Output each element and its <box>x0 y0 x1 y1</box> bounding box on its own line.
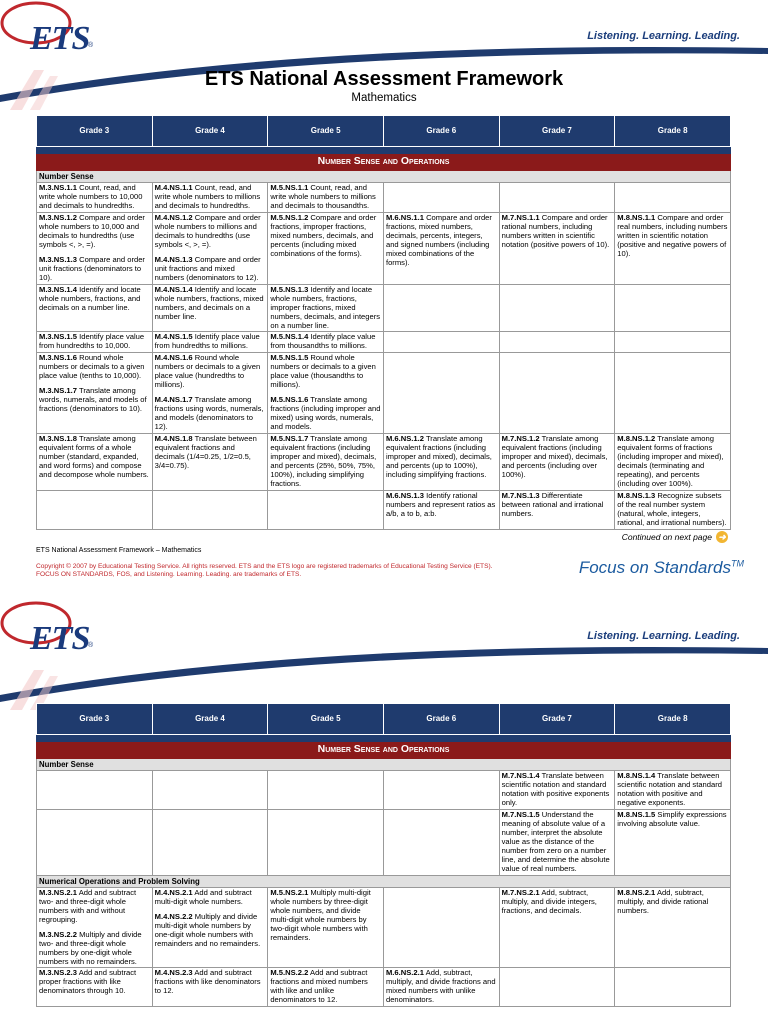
standard-cell <box>152 213 268 285</box>
ets-registered-mark: ® <box>88 642 94 649</box>
standard-cell <box>383 183 499 213</box>
standard-code: M.3.NS.1.5 <box>39 332 77 342</box>
standard-text: Count, read, and write whole numbers to millions and decimals to hundredths. <box>154 183 261 211</box>
tagline: Listening. Learning. Leading. <box>587 630 740 642</box>
standard-item <box>617 772 728 808</box>
standard-item <box>155 435 266 471</box>
standard-code: M.4.NS.1.5 <box>154 332 193 342</box>
standard-code: M.8.NS.1.4 <box>617 771 656 781</box>
standard-text: Count, read, and write whole numbers to millions and decimals to thousandths. <box>270 183 376 211</box>
copyright-line: Copyright © 2007 by Educational Testing Service. All rights reserved. ETS and the ETS logo are registered trademarks of Educational Testing Service (ETS). <box>36 563 493 570</box>
standard-code: M.7.NS.1.2 <box>501 434 540 444</box>
standard-text: Translate between equivalent fractions and decimals (1/4=0.25, 1/2=0.5, 3/4=0.75). <box>154 434 257 470</box>
grade-header: Grade 3 <box>37 116 153 147</box>
standard-cell <box>615 968 731 1007</box>
standard-cell <box>37 810 153 876</box>
standard-text: Translate among equivalent forms of a whole number (standard, expanded, and word forms) and compose and decompose whole numbers. <box>39 434 149 479</box>
standard-text: Translate among words, numerals, and models of fractions (denominators to 10). <box>39 386 147 414</box>
standard-code: M.8.NS.2.1 <box>617 887 656 897</box>
standard-text: Identify place value from hundredths to 10,000. <box>39 332 145 351</box>
standard-code: M.8.NS.1.3 <box>617 490 656 500</box>
standard-code: M.3.NS.2.1 <box>39 887 77 897</box>
standard-text: Identify and locate whole numbers, fractions, improper fractions, mixed numbers, decimals, and integers on a number line. <box>270 284 381 330</box>
standard-item <box>39 354 150 381</box>
standard-item <box>386 214 497 268</box>
standard-cell <box>152 353 268 434</box>
standard-cell <box>615 332 731 353</box>
standard-cell <box>152 771 268 810</box>
header-gap <box>37 735 731 742</box>
standard-item <box>155 354 266 390</box>
standard-code: M.3.NS.1.8 <box>39 434 77 444</box>
standard-text: Compare and order rational numbers, including numbers written in scientific notation (positive powers of 10). <box>501 213 610 249</box>
standard-code: M.4.NS.1.7 <box>154 395 193 405</box>
standard-cell <box>383 434 499 491</box>
standard-cell <box>383 887 499 968</box>
table-row <box>37 353 731 434</box>
standard-cell <box>37 183 153 213</box>
table-row <box>37 887 731 968</box>
standard-cell <box>499 490 615 529</box>
standard-item <box>155 333 266 351</box>
standard-code: M.4.NS.2.2 <box>154 911 193 921</box>
standard-code: M.7.NS.2.1 <box>501 887 540 897</box>
standard-text: Translate between scientific notation and standard notation with positive exponents only. <box>501 771 610 808</box>
standard-text: Recognize subsets of the real number system (natural, whole, integers, rational, and irrational numbers). <box>617 490 727 527</box>
standard-text: Count, read, and write whole numbers to 10,000 and decimals to hundredths. <box>39 183 143 211</box>
standard-cell <box>152 284 268 332</box>
page-title: ETS National Assessment Framework <box>204 68 564 90</box>
standard-code: M.4.NS.1.2 <box>154 213 193 223</box>
standard-text: Round whole numbers or decimals to a given place value (tenths to 10,000). <box>39 353 145 381</box>
standard-text: Add and subtract proper fractions with like denominators through 10. <box>39 968 137 996</box>
standard-text: Translate among equivalent fractions (including improper and mixed), decimals, and percents (up to 100%), including simplifying fractions. <box>385 434 492 479</box>
standard-item <box>502 492 613 519</box>
standard-cell <box>37 887 153 968</box>
table-row <box>37 810 731 876</box>
table-row <box>37 434 731 491</box>
standard-item <box>617 492 728 528</box>
standard-cell <box>615 284 731 332</box>
standard-code: M.3.NS.1.7 <box>39 386 77 396</box>
standard-cell <box>268 213 384 285</box>
standard-text: Compare and order whole numbers to millions and decimals to hundredths (use symbols <, >, =). <box>154 213 261 249</box>
standard-code: M.7.NS.1.5 <box>501 810 540 819</box>
standard-text: Compare and order unit fractions (denominators to 10). <box>39 254 145 282</box>
standard-code: M.4.NS.1.8 <box>154 434 193 444</box>
table-row <box>37 183 731 213</box>
grade-header: Grade 6 <box>383 704 499 735</box>
grade-header: Grade 3 <box>37 704 153 735</box>
standard-code: M.3.NS.1.6 <box>39 353 77 363</box>
standard-code: M.4.NS.2.1 <box>154 887 193 897</box>
standard-item <box>155 184 266 211</box>
header-swoosh <box>0 600 768 710</box>
standard-item <box>270 354 381 390</box>
grade-header: Grade 7 <box>499 704 615 735</box>
page-subtitle: Mathematics <box>351 92 417 104</box>
ets-logo-text: ETS <box>30 20 90 57</box>
standard-item <box>617 811 728 829</box>
grade-header: Grade 4 <box>152 704 268 735</box>
standard-item <box>155 396 266 432</box>
standard-text: Add, subtract, multiply, and divide fractions and mixed numbers with unlike denominators. <box>385 968 496 1005</box>
standard-cell <box>268 771 384 810</box>
standard-item <box>39 387 150 414</box>
standard-code: M.5.NS.1.1 <box>270 183 309 193</box>
standard-text: Add and subtract fractions with like denominators to 12. <box>154 968 261 996</box>
standard-cell <box>268 887 384 968</box>
section-title: Number Sense <box>37 171 731 183</box>
continued-note <box>622 531 728 543</box>
standard-code: M.3.NS.1.2 <box>39 213 77 223</box>
standard-item <box>155 214 266 250</box>
standard-code: M.5.NS.1.5 <box>270 353 309 363</box>
standard-code: M.4.NS.2.3 <box>154 968 193 978</box>
standard-item <box>155 256 266 283</box>
standard-text: Translate among equivalent fractions (including improper and mixed), decimals, and percents (including over 100%). <box>501 434 608 479</box>
standard-text: Identify place value from thousandths to millions. <box>270 332 376 351</box>
standard-text: Compare and order fractions, improper fractions, mixed numbers, decimals, and percents (including mixed combinations of the forms). <box>270 213 377 258</box>
header-gap <box>37 147 731 154</box>
standard-cell <box>152 332 268 353</box>
framework-table <box>36 703 731 1007</box>
standard-cell <box>499 183 615 213</box>
section-row <box>37 759 731 771</box>
standard-text: Compare and order real numbers, including numbers written in scientific notation (positive and negative powers of 10). <box>617 213 728 258</box>
section-row <box>37 171 731 183</box>
standard-cell <box>383 332 499 353</box>
focus-on-standards-logo <box>579 558 744 578</box>
standard-cell <box>499 434 615 491</box>
standard-code: M.3.NS.2.3 <box>39 968 77 978</box>
standard-cell <box>268 353 384 434</box>
standard-cell <box>268 332 384 353</box>
standard-text: Add, subtract, multiply, and divide integers, fractions, and decimals. <box>501 887 597 915</box>
standard-code: M.7.NS.1.3 <box>501 490 540 500</box>
standard-cell <box>268 810 384 876</box>
standard-code: M.6.NS.1.2 <box>385 434 424 444</box>
standard-item <box>155 286 266 322</box>
standard-item <box>270 435 381 489</box>
standard-text: Add and subtract two- and three-digit whole numbers with and without regrouping. <box>39 887 137 924</box>
standard-cell <box>383 810 499 876</box>
footer-doc-title: ETS National Assessment Framework – Mathematics <box>36 547 202 554</box>
standard-cell <box>615 490 731 529</box>
standard-text: Compare and order whole numbers to 10,000 and decimals to hundredths (use symbols <, >, =). <box>39 213 145 249</box>
standard-item <box>617 889 728 916</box>
standard-cell <box>152 183 268 213</box>
standard-cell <box>268 968 384 1007</box>
standard-item <box>617 214 728 259</box>
standard-cell <box>499 213 615 285</box>
section-title: Numerical Operations and Problem Solving <box>37 875 731 887</box>
standard-text: Translate between scientific notation and standard notation with positive and negative exponents. <box>617 771 722 808</box>
standard-code: M.5.NS.1.6 <box>270 395 309 405</box>
band-title: Number Sense and Operations <box>37 742 731 759</box>
standard-text: Compare and order unit fractions and mixed numbers (denominators to 12). <box>154 254 261 282</box>
standard-item <box>502 435 613 480</box>
standard-code: M.5.NS.1.3 <box>270 284 309 294</box>
standard-cell <box>615 434 731 491</box>
standard-text: Translate among fractions (including improper and mixed) using words, numerals, and models. <box>270 395 381 432</box>
standard-cell <box>499 284 615 332</box>
grade-header: Grade 6 <box>383 116 499 147</box>
standard-item <box>39 969 150 996</box>
grade-header: Grade 5 <box>268 704 384 735</box>
standard-cell <box>615 887 731 968</box>
grade-header: Grade 4 <box>152 116 268 147</box>
standard-item <box>39 889 150 925</box>
copyright-line: FOCUS ON STANDARDS, FOS, and Listening. Learning. Leading. are trademarks of ETS. <box>36 571 302 579</box>
grade-header: Grade 7 <box>499 116 615 147</box>
standard-cell <box>499 810 615 876</box>
standard-code: M.5.NS.2.1 <box>270 887 309 897</box>
page-header <box>0 600 768 710</box>
standard-cell <box>37 490 153 529</box>
standard-item <box>386 969 497 1005</box>
standard-code: M.5.NS.2.2 <box>270 968 309 978</box>
standard-text: Identify and locate whole numbers, fractions, and decimals on a number line. <box>39 284 141 312</box>
framework-table <box>36 115 731 530</box>
tagline: Listening. Learning. Leading. <box>587 30 740 42</box>
standard-cell <box>383 771 499 810</box>
standard-item <box>155 889 266 907</box>
table-row <box>37 771 731 810</box>
standard-item <box>502 214 613 250</box>
standard-cell <box>152 810 268 876</box>
standard-cell <box>615 771 731 810</box>
grade-header-row <box>37 116 731 147</box>
standard-cell <box>615 810 731 876</box>
standard-cell <box>383 490 499 529</box>
standard-item <box>155 969 266 996</box>
standard-text: Translate among equivalent forms of fractions (including improper and mixed), decimals (terminating and repeating), and percents (including over 100%). <box>617 434 724 488</box>
standard-code: M.8.NS.1.2 <box>617 434 656 444</box>
standard-text: Multiply and divide multi-digit whole numbers by one-digit whole numbers with remainders and no remainders. <box>154 911 261 948</box>
standard-cell <box>615 183 731 213</box>
standard-text: Simplify expressions involving absolute value. <box>617 810 727 828</box>
standard-text: Differentiate between rational and irrational numbers. <box>501 490 604 518</box>
standard-cell <box>152 490 268 529</box>
standard-code: M.5.NS.1.4 <box>270 332 309 342</box>
standard-code: M.4.NS.1.3 <box>154 254 193 264</box>
standard-item <box>386 435 497 480</box>
standard-item <box>270 396 381 432</box>
standard-code: M.3.NS.2.2 <box>39 929 77 939</box>
table-row <box>37 332 731 353</box>
standard-cell <box>383 968 499 1007</box>
standard-cell <box>37 332 153 353</box>
standard-item <box>270 214 381 259</box>
standard-code: M.7.NS.1.4 <box>501 771 540 781</box>
standard-cell <box>499 353 615 434</box>
standard-item <box>39 286 150 313</box>
standard-cell <box>37 213 153 285</box>
band-row <box>37 742 731 759</box>
standard-cell <box>499 968 615 1007</box>
standard-item <box>270 889 381 943</box>
table-row <box>37 968 731 1007</box>
standard-item <box>39 214 150 250</box>
standard-cell <box>152 434 268 491</box>
continued-text: Continued on next page <box>621 532 712 542</box>
standard-text: Identify and locate whole numbers, fractions, mixed numbers, and decimals on a number line. <box>154 284 264 321</box>
standard-code: M.3.NS.1.1 <box>39 183 77 193</box>
standard-cell <box>615 213 731 285</box>
standard-text: Translate among fractions using words, numerals, and models (denominators to 12). <box>154 395 264 432</box>
standard-cell <box>383 284 499 332</box>
standard-cell <box>615 353 731 434</box>
ets-registered-mark: ® <box>88 42 94 49</box>
standard-text: Understand the meaning of absolute value of a number, interpret the absolute value as the distance of the number from zero on a number line, and determine the absolute value of real numbers. <box>501 810 610 873</box>
standard-cell <box>268 490 384 529</box>
standard-text: Multiply and divide two- and three-digit whole numbers by one-digit whole numbers with no remainders. <box>39 929 142 966</box>
arrow-right-icon: ➜ <box>716 531 728 543</box>
standard-text: Add and subtract multi-digit whole numbers. <box>154 887 252 906</box>
standard-code: M.6.NS.2.1 <box>385 968 424 978</box>
standard-cell <box>37 353 153 434</box>
standard-item <box>155 913 266 949</box>
standard-text: Compare and order fractions, mixed numbers, decimals, percents, integers, and signed numbers (including mixed combinations of the forms). <box>385 213 492 267</box>
section-title: Number Sense <box>37 759 731 771</box>
standard-code: M.3.NS.1.3 <box>39 254 77 264</box>
standard-code: M.8.NS.1.5 <box>617 810 656 819</box>
standard-item <box>39 184 150 211</box>
framework-page-2 <box>0 600 768 1024</box>
grade-header-row <box>37 704 731 735</box>
standard-code: M.4.NS.1.6 <box>154 353 193 363</box>
standard-code: M.3.NS.1.4 <box>39 284 77 294</box>
standard-text: Round whole numbers or decimals to a given place value (hundredths to millions). <box>154 353 261 390</box>
standard-cell <box>152 968 268 1007</box>
standard-cell <box>37 968 153 1007</box>
trademark: TM <box>731 558 744 569</box>
standard-code: M.7.NS.1.1 <box>501 213 540 223</box>
standard-cell <box>268 183 384 213</box>
standard-cell <box>268 434 384 491</box>
standard-item <box>502 772 613 808</box>
standard-text: Add and subtract fractions and mixed numbers with like and unlike denominators to 12. <box>270 968 368 1005</box>
table-row <box>37 490 731 529</box>
table-row <box>37 284 731 332</box>
band-row <box>37 154 731 171</box>
standard-cell <box>37 771 153 810</box>
standard-cell <box>37 284 153 332</box>
standard-text: Translate among equivalent fractions (including improper and mixed), decimals, and percents (25%, 50%, 75%, 100%), including simplifying fractions. <box>270 434 377 488</box>
standard-code: M.6.NS.1.3 <box>385 490 424 500</box>
standard-cell <box>152 887 268 968</box>
ets-logo-text: ETS <box>30 620 90 657</box>
focus-text: Focus on Standards <box>578 558 731 577</box>
standard-cell <box>383 353 499 434</box>
standard-cell <box>383 213 499 285</box>
standard-code: M.5.NS.1.2 <box>270 213 309 223</box>
standard-item <box>39 256 150 283</box>
standard-item <box>617 435 728 489</box>
standard-text: Identify rational numbers and represent ratios as a/b, a to b, a:b. <box>385 490 496 518</box>
standard-text: Multiply multi-digit whole numbers by three-digit whole numbers, and divide multi-digit whole numbers by two-digit whole numbers with remainders. <box>270 887 371 942</box>
standard-text: Round whole numbers or decimals to a given place value (thousandths to millions). <box>270 353 376 390</box>
grade-header: Grade 5 <box>268 116 384 147</box>
standard-cell <box>37 434 153 491</box>
standard-code: M.6.NS.1.1 <box>385 213 424 223</box>
standard-code: M.4.NS.1.1 <box>154 183 193 193</box>
standard-item <box>270 184 381 211</box>
standard-item <box>270 969 381 1005</box>
section-row <box>37 875 731 887</box>
standard-item <box>39 435 150 480</box>
standard-cell <box>499 887 615 968</box>
standard-code: M.5.NS.1.7 <box>270 434 309 444</box>
table-row <box>37 213 731 285</box>
standard-code: M.4.NS.1.4 <box>154 284 193 294</box>
standard-code: M.8.NS.1.1 <box>617 213 656 223</box>
standard-item <box>270 286 381 331</box>
standard-cell <box>268 284 384 332</box>
standard-item <box>386 492 497 519</box>
copyright <box>36 563 556 579</box>
standard-item <box>502 811 613 874</box>
band-title: Number Sense and Operations <box>37 154 731 171</box>
grade-header: Grade 8 <box>615 116 731 147</box>
standard-item <box>39 333 150 351</box>
grade-header: Grade 8 <box>615 704 731 735</box>
standard-item <box>39 931 150 967</box>
standard-cell <box>499 332 615 353</box>
standard-text: Add, subtract, multiply, and divide rational numbers. <box>617 887 709 915</box>
standard-item <box>270 333 381 351</box>
standard-item <box>502 889 613 916</box>
standard-text: Identify place value from hundredths to millions. <box>154 332 260 351</box>
standard-cell <box>499 771 615 810</box>
